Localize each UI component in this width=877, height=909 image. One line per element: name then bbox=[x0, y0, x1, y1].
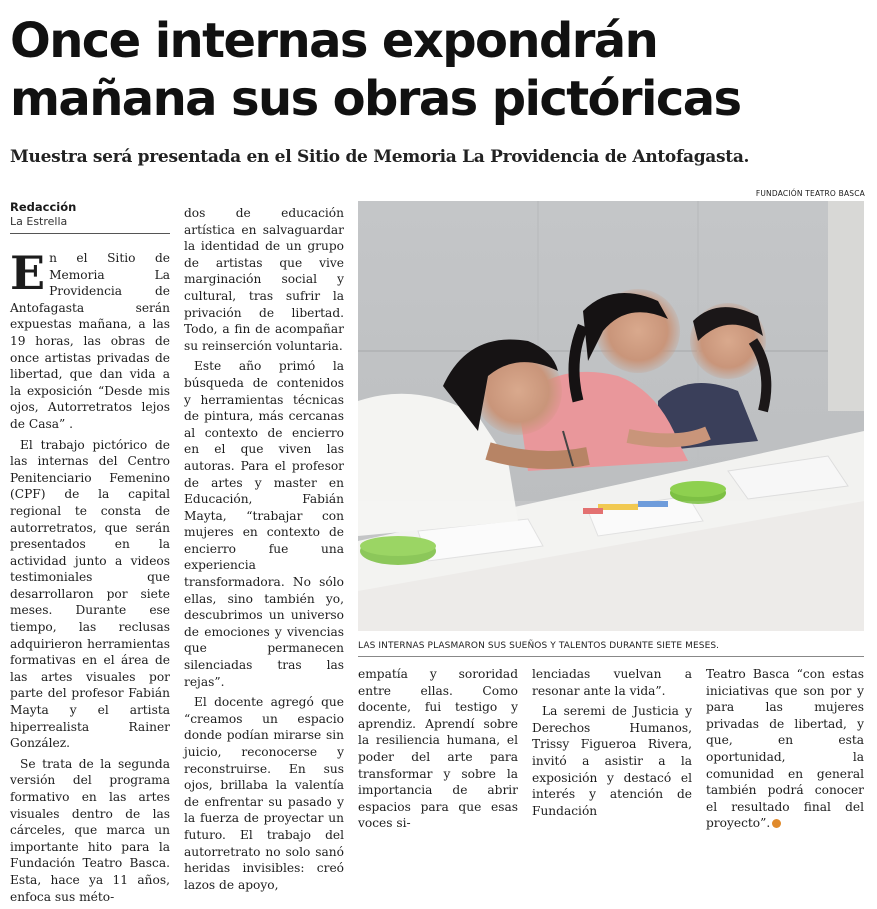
paragraph: empatía y sororidad entre ellas. Como docente, fui testigo y aprendiz. Aprendí sobre la resiliencia humana, el poder del arte para transformar y sobre la importancia de abrir espacios para que esas voces si- bbox=[358, 667, 518, 831]
caption-rule bbox=[358, 656, 864, 657]
article-column-2 bbox=[184, 205, 344, 897]
article-photo bbox=[358, 201, 864, 631]
paragraph: El docente agregó que “creamos un espacio donde podían mirarse sin juicio, reconocerse y reconstruirse. En sus ojos, brillaba la valentía de enfrentar su pasado y la fuerza de proyectar un futuro. El trabajo del autorretrato no solo sanó heridas invisibles: creó lazos de apoyo, bbox=[184, 695, 344, 892]
byline-author: Redacción bbox=[10, 200, 77, 214]
byline bbox=[10, 200, 170, 234]
photo-credit: FUNDACIÓN TEATRO BASCA bbox=[755, 189, 865, 198]
article-column-1 bbox=[10, 246, 170, 909]
byline-rule bbox=[10, 233, 170, 234]
subheadline: Muestra será presentada en el Sitio de Memoria La Providencia de Antofagasta. bbox=[10, 147, 750, 167]
article-column-4 bbox=[532, 666, 692, 823]
byline-outlet: La Estrella bbox=[10, 215, 68, 228]
headline-line-2: mañana sus obras pictóricas bbox=[10, 71, 741, 127]
paragraph: El trabajo pictórico de las internas del Centro Penitenciario Femenino (CPF) de la capital regional te consta de autorretratos, que serán presentados en la actividad junto a videos testimoniales que desarrollaron por siete meses. Durante ese tiempo, las reclusas adquirieron herramientas formativas en el área de las artes visuales por parte del profesor Fabián Mayta y el artista hiperrealista Rainer González. bbox=[10, 437, 170, 751]
paragraph-text: Teatro Basca “con estas iniciativas que son por y para las mujeres privadas de libertad, y que, en esta oportunidad, la comunidad en general también podrá conocer el resultado final del proyecto”. bbox=[706, 667, 864, 831]
article-column-5 bbox=[706, 666, 864, 836]
paragraph: lenciadas vuelvan a resonar ante la vida”. bbox=[532, 667, 692, 698]
paragraph: dos de educación artística en salvaguardar la identidad de un grupo de artistas que vive marginación social y cultural, tras sufrir la privación de libertad. Todo, a fin de acompañar su reinserción voluntaria. bbox=[184, 206, 344, 353]
end-mark-icon bbox=[772, 819, 781, 828]
paragraph: La seremi de Justicia y Derechos Humanos, Trissy Figueroa Rivera, invitó a asistir a la exposición y destacó el interés y atención de Fundación bbox=[532, 704, 692, 818]
paragraph-text: n el Sitio de Memoria La Providencia de Antofagasta serán expuestas mañana, a las 19 horas, las obras de once artistas privadas de libertad, que dan vida a la exposición “Desde mis ojos, Autorretratos lejos de Casa” . bbox=[10, 251, 170, 431]
headline-line-1: Once internas expondrán bbox=[10, 13, 658, 69]
photo-illustration bbox=[358, 201, 864, 631]
paragraph: Este año primó la búsqueda de contenidos y herramientas técnicas de pintura, más cercanas al contexto de encierro en el que viven las autoras. Para el profesor de artes y master en Educación, Fabián Mayta, “trabajar con mujeres en contexto de encierro fue una experiencia transformadora. No sólo ellas, sino también yo, descubrimos un universo de emociones y vivencias que permanecen silenciadas tras las rejas”. bbox=[184, 359, 344, 689]
paragraph bbox=[10, 246, 170, 433]
drop-cap: E bbox=[10, 246, 46, 300]
photo-caption: LAS INTERNAS PLASMARON SUS SUEÑOS Y TALENTOS DURANTE SIETE MESES. bbox=[358, 641, 720, 651]
paragraph bbox=[706, 666, 864, 832]
paragraph: Se trata de la segunda versión del programa formativo en las artes visuales dentro de las cárceles, que marca un importante hito para la Fundación Teatro Basca. Esta, hace ya 11 años, enfoca sus méto- bbox=[10, 756, 170, 904]
article-column-3 bbox=[358, 666, 518, 836]
headline bbox=[10, 12, 870, 128]
